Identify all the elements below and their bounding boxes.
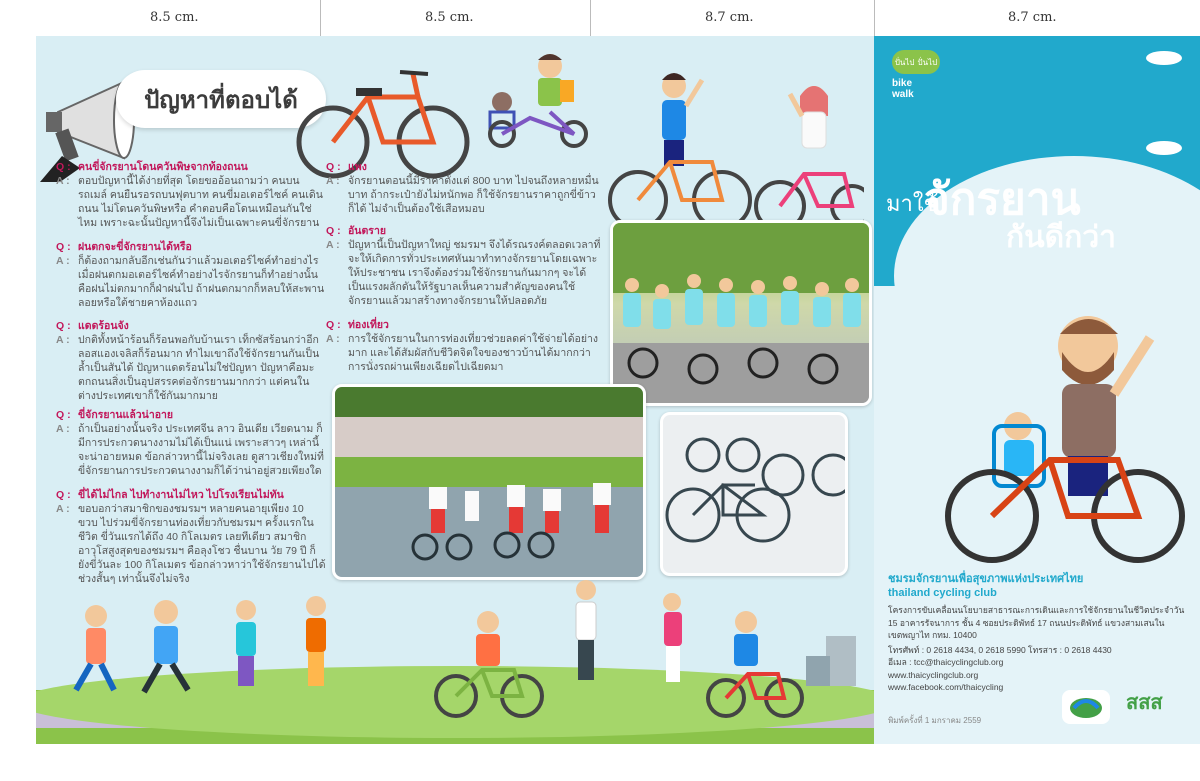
- ruler: [0, 0, 1200, 36]
- club-email: อีเมล : tcc@thaicyclingclub.org: [888, 657, 1004, 667]
- father-child-bicycle-illustration: [938, 276, 1198, 566]
- q-label: Q :: [56, 489, 71, 501]
- club-detail-line: โครงการขับเคลื่อนนโยบายสาธารณะการเดินและการใช้จักรยานในชีวิตประจำวัน: [888, 605, 1185, 615]
- club-name-thai: ชมรมจักรยานเพื่อสุขภาพแห่งประเทศไทย: [888, 573, 1084, 585]
- ruler-label-3: 8.7 cm.: [705, 10, 754, 25]
- club-website: www.thaicyclingclub.org: [888, 669, 979, 680]
- parked-bicycles-figures: [663, 415, 845, 573]
- sss-logo-text: สสส: [1126, 692, 1163, 714]
- q-label: Q :: [56, 409, 71, 421]
- qa-item: [56, 488, 326, 586]
- club-name-english: thailand cycling club: [888, 587, 997, 599]
- fold-mark: [320, 0, 321, 36]
- photo-parked-bicycles: [660, 412, 848, 576]
- ruler-label-4: 8.7 cm.: [1008, 10, 1057, 25]
- question-text: คนขี่จักรยานโดนควันพิษจากท้องถนน: [78, 161, 248, 173]
- question-row: [56, 319, 326, 333]
- bike-walk-logo: [892, 50, 940, 120]
- question-text: ขี่ได้ไม่ไกล ไปทำงานไม่ไหว ไปโรงเรียนไม่ทัน: [78, 489, 284, 501]
- tcc-logo: [1062, 690, 1110, 724]
- answer-text: ก็ต้องถามกลับอีกเช่นกันว่าแล้วมอเตอร์ไซค์ทำอย่างไร เมื่อฝนตกมอเตอร์ไซค์ทำอย่างไรจักรยานก็ทำอย่างนั้น คือฝนไม่ตกมากก็ฝ่าฝนไป ถ้าฝนตกมากก็หลบให้สะพานลอยหรือใต้ชายคาห้องแถว: [78, 255, 325, 309]
- q-label: Q :: [56, 320, 71, 332]
- question-row: [56, 160, 326, 174]
- answer-row: [56, 254, 326, 310]
- answer-row: [326, 174, 602, 216]
- qa-item: [56, 160, 326, 230]
- brochure-sheet: [36, 36, 1200, 744]
- answer-text: จักรยานตอนนี้มีราคาตั้งแต่ 800 บาท ไปจนถึงหลายหมื่นบาท ถ้ากระเป๋ายังไม่หนักพอ ก็ใช้จักรยานราคาถูกขี่ข้าวก็ได้ ไม่จำเป็นต้องใช้เสือหมอบ: [348, 175, 599, 215]
- cover-title-main: จักรยาน: [924, 175, 1081, 224]
- riders-illustration: [604, 66, 864, 236]
- question-row: [326, 224, 602, 238]
- question-text: ฝนตกจะขี่จักรยานได้หรือ: [78, 241, 192, 253]
- qa-item: [326, 160, 602, 216]
- cloud-icon: [1144, 136, 1184, 156]
- qa-item: [56, 240, 326, 310]
- answer-row: [56, 174, 326, 230]
- question-text: ขี่จักรยานแล้วน่าอาย: [78, 409, 174, 421]
- headline: ปัญหาที่ตอบได้: [144, 86, 298, 114]
- photo-students-cycling: [332, 384, 646, 580]
- a-label: A :: [56, 423, 70, 435]
- fold-mark: [590, 0, 591, 36]
- question-row: [326, 160, 602, 174]
- logo-badge: [892, 50, 940, 74]
- answer-text: ขอบอกว่าสมาชิกของชมรมฯ หลายคนอายุเพียง 10 ขวบ ไปร่วมขี่จักรยานท่องเที่ยวกับชมรมฯ ครั้งแรกในชีวิต ขี่วันแรกได้ถึง 40 กิโลเมตร เลยทีเดียว สมาชิกอาวุโสสูงสุดของชมรมฯ คือลุงโชว ชื่นบาน วัย 79 ปี ก็ยังขี่วันละ 100 กิโลเมตร ข้อกล่าวหาว่าใช้จักรยานไปได้ช่วงสั้นๆ เท่านั้นจึงไม่จริง: [78, 503, 326, 585]
- answer-text: ถ้าเป็นอย่างนั้นจริง ประเทศจีน ลาว อินเดีย เวียดนาม ก็มีการประกวดนางงามไม่ได้เป็นแน่ เพราะสาวๆ เหล่านี้จะน่าอายหมด ข้อกล่าวหานี้ไม่จริงเลย ดูสาวเชียงใหม่ที่ขี่จักรยานการประกวดนางงามก็ได้ว่าน่าอยู่สวยเพียงใด: [78, 423, 324, 477]
- logo-text-1: ปั่นไป: [894, 57, 915, 67]
- print-date: พิมพ์ครั้งที่ 1 มกราคม 2559: [888, 716, 982, 725]
- answer-row: [56, 333, 326, 403]
- a-label: A :: [56, 255, 70, 267]
- a-label: A :: [326, 333, 340, 345]
- logo-text-2: ปั่นไป: [917, 57, 938, 67]
- logo-words: [892, 78, 940, 100]
- a-label: A :: [56, 175, 70, 187]
- club-detail-line: เขตพญาไท กทม. 10400: [888, 630, 977, 640]
- q-label: Q :: [326, 161, 341, 173]
- sss-logo: [1126, 686, 1186, 726]
- cover-title-sub: กันดีกว่า: [1006, 221, 1117, 254]
- bottom-people-illustration: [36, 576, 874, 744]
- question-row: [56, 240, 326, 254]
- bottom-margin: [36, 744, 1200, 781]
- answer-text: ปัญหานี้เป็นปัญหาใหญ่ ชมรมฯ จึงได้รณรงค์ตลอดเวลาที่จะให้เกิดการทั่วประเทศหันมาทำทางจักรยานโดยเฉพาะให้ประชาชน เราจึงต้องร่วมใช้จักรยานกันมากๆ จะได้เป็นแรงผลักดันให้รัฐบาลเห็นความสำคัญของคนใช้จักรยานแล้วมาสร้างทางจักรยานให้ปลอดภัย: [348, 239, 601, 307]
- answer-row: [56, 502, 326, 586]
- photo-group-ride: [610, 220, 872, 406]
- a-label: A :: [56, 334, 70, 346]
- answer-text: ตอบปัญหานี้ได้ง่ายที่สุด โดยขออ้อนถามว่า คนบนรถเมล์ คนยืนรอรถบนฟุตบาท คนขี่มอเตอร์ไซค์ คนเดินถนน ไม่โดนควันพิษหรือ คำตอบคือโดนเหมือนกันใช่ไหม เพราะฉะนั้นปัญหานี้จึงไม่เป็นเฉพาะคนขี่จักรยาน: [78, 175, 323, 229]
- ruler-label-1: 8.5 cm.: [150, 10, 199, 25]
- logo-bike-text: bike: [892, 78, 913, 89]
- ruler-label-2: 8.5 cm.: [425, 10, 474, 25]
- a-label: A :: [326, 175, 340, 187]
- club-details: [888, 604, 1188, 694]
- qa-item: [326, 224, 602, 308]
- answer-row: [326, 238, 602, 308]
- students-figures: [335, 387, 643, 577]
- cloud-icon: [1144, 46, 1184, 66]
- question-row: [56, 488, 326, 502]
- answer-text: ปกติทั้งหน้าร้อนก็ร้อนพอกับบ้านเรา เท็กซัสร้อนกว่าอีกลอสแองเจลิสก็ร้อนมาก ทำไมเขาถึงใช้จักรยานกันเป็นล้ำเป็นสันได้ ปัญหาแดดร้อนไม่ใช่ปัญหา ปัญหาคือมะตกถนนสิ่งเป็นอุปสรรคต่อจักรยานมากกว่า แต่คนในต่างประเทศเขาก็ใช้กันมากมาย: [78, 334, 320, 402]
- qa-item: [326, 318, 602, 374]
- question-text: อันตราย: [348, 225, 386, 237]
- club-contact: [888, 572, 1188, 694]
- tcc-logo-icon: [1066, 694, 1106, 720]
- answer-text: การใช้จักรยานในการท่องเที่ยวช่วยลดค่าใช้จ่ายได้อย่างมาก และได้สัมผัสกับชีวิตจิตใจของชาวบ้านได้มากกว่าการนั่งรถผ่านเพียงเฉียดไปเฉียดมา: [348, 333, 599, 373]
- answer-row: [326, 332, 602, 374]
- a-label: A :: [326, 239, 340, 251]
- cover-title-small: มาใช้: [886, 191, 939, 216]
- qa-item: [56, 408, 326, 478]
- question-row: [326, 318, 602, 332]
- fold-mark: [874, 0, 875, 36]
- club-phone: โทรศัพท์ : 0 2618 4434, 0 2618 5990 โทรสาร : 0 2618 4430: [888, 644, 1112, 655]
- question-text: แพง: [348, 161, 367, 173]
- q-label: Q :: [326, 319, 341, 331]
- q-label: Q :: [326, 225, 341, 237]
- club-detail-line: 15 อาคารรัจนาการ ชั้น 4 ซอยประดิพัทธ์ 17 ถนนประดิพัทธ์ แขวงสามเสนใน: [888, 617, 1165, 628]
- a-label: A :: [56, 503, 70, 515]
- qa-item: [56, 319, 326, 403]
- q-label: Q :: [56, 161, 71, 173]
- question-row: [56, 408, 326, 422]
- q-label: Q :: [56, 241, 71, 253]
- question-text: ท่องเที่ยว: [348, 319, 389, 331]
- logo-walk-text: walk: [892, 89, 914, 100]
- question-text: แดดร้อนจัง: [78, 320, 129, 332]
- club-facebook: www.facebook.com/thaicycling: [888, 682, 1004, 692]
- answer-row: [56, 422, 326, 478]
- group-riders-figures: [613, 223, 869, 403]
- child-bicycle-illustration: [480, 52, 600, 152]
